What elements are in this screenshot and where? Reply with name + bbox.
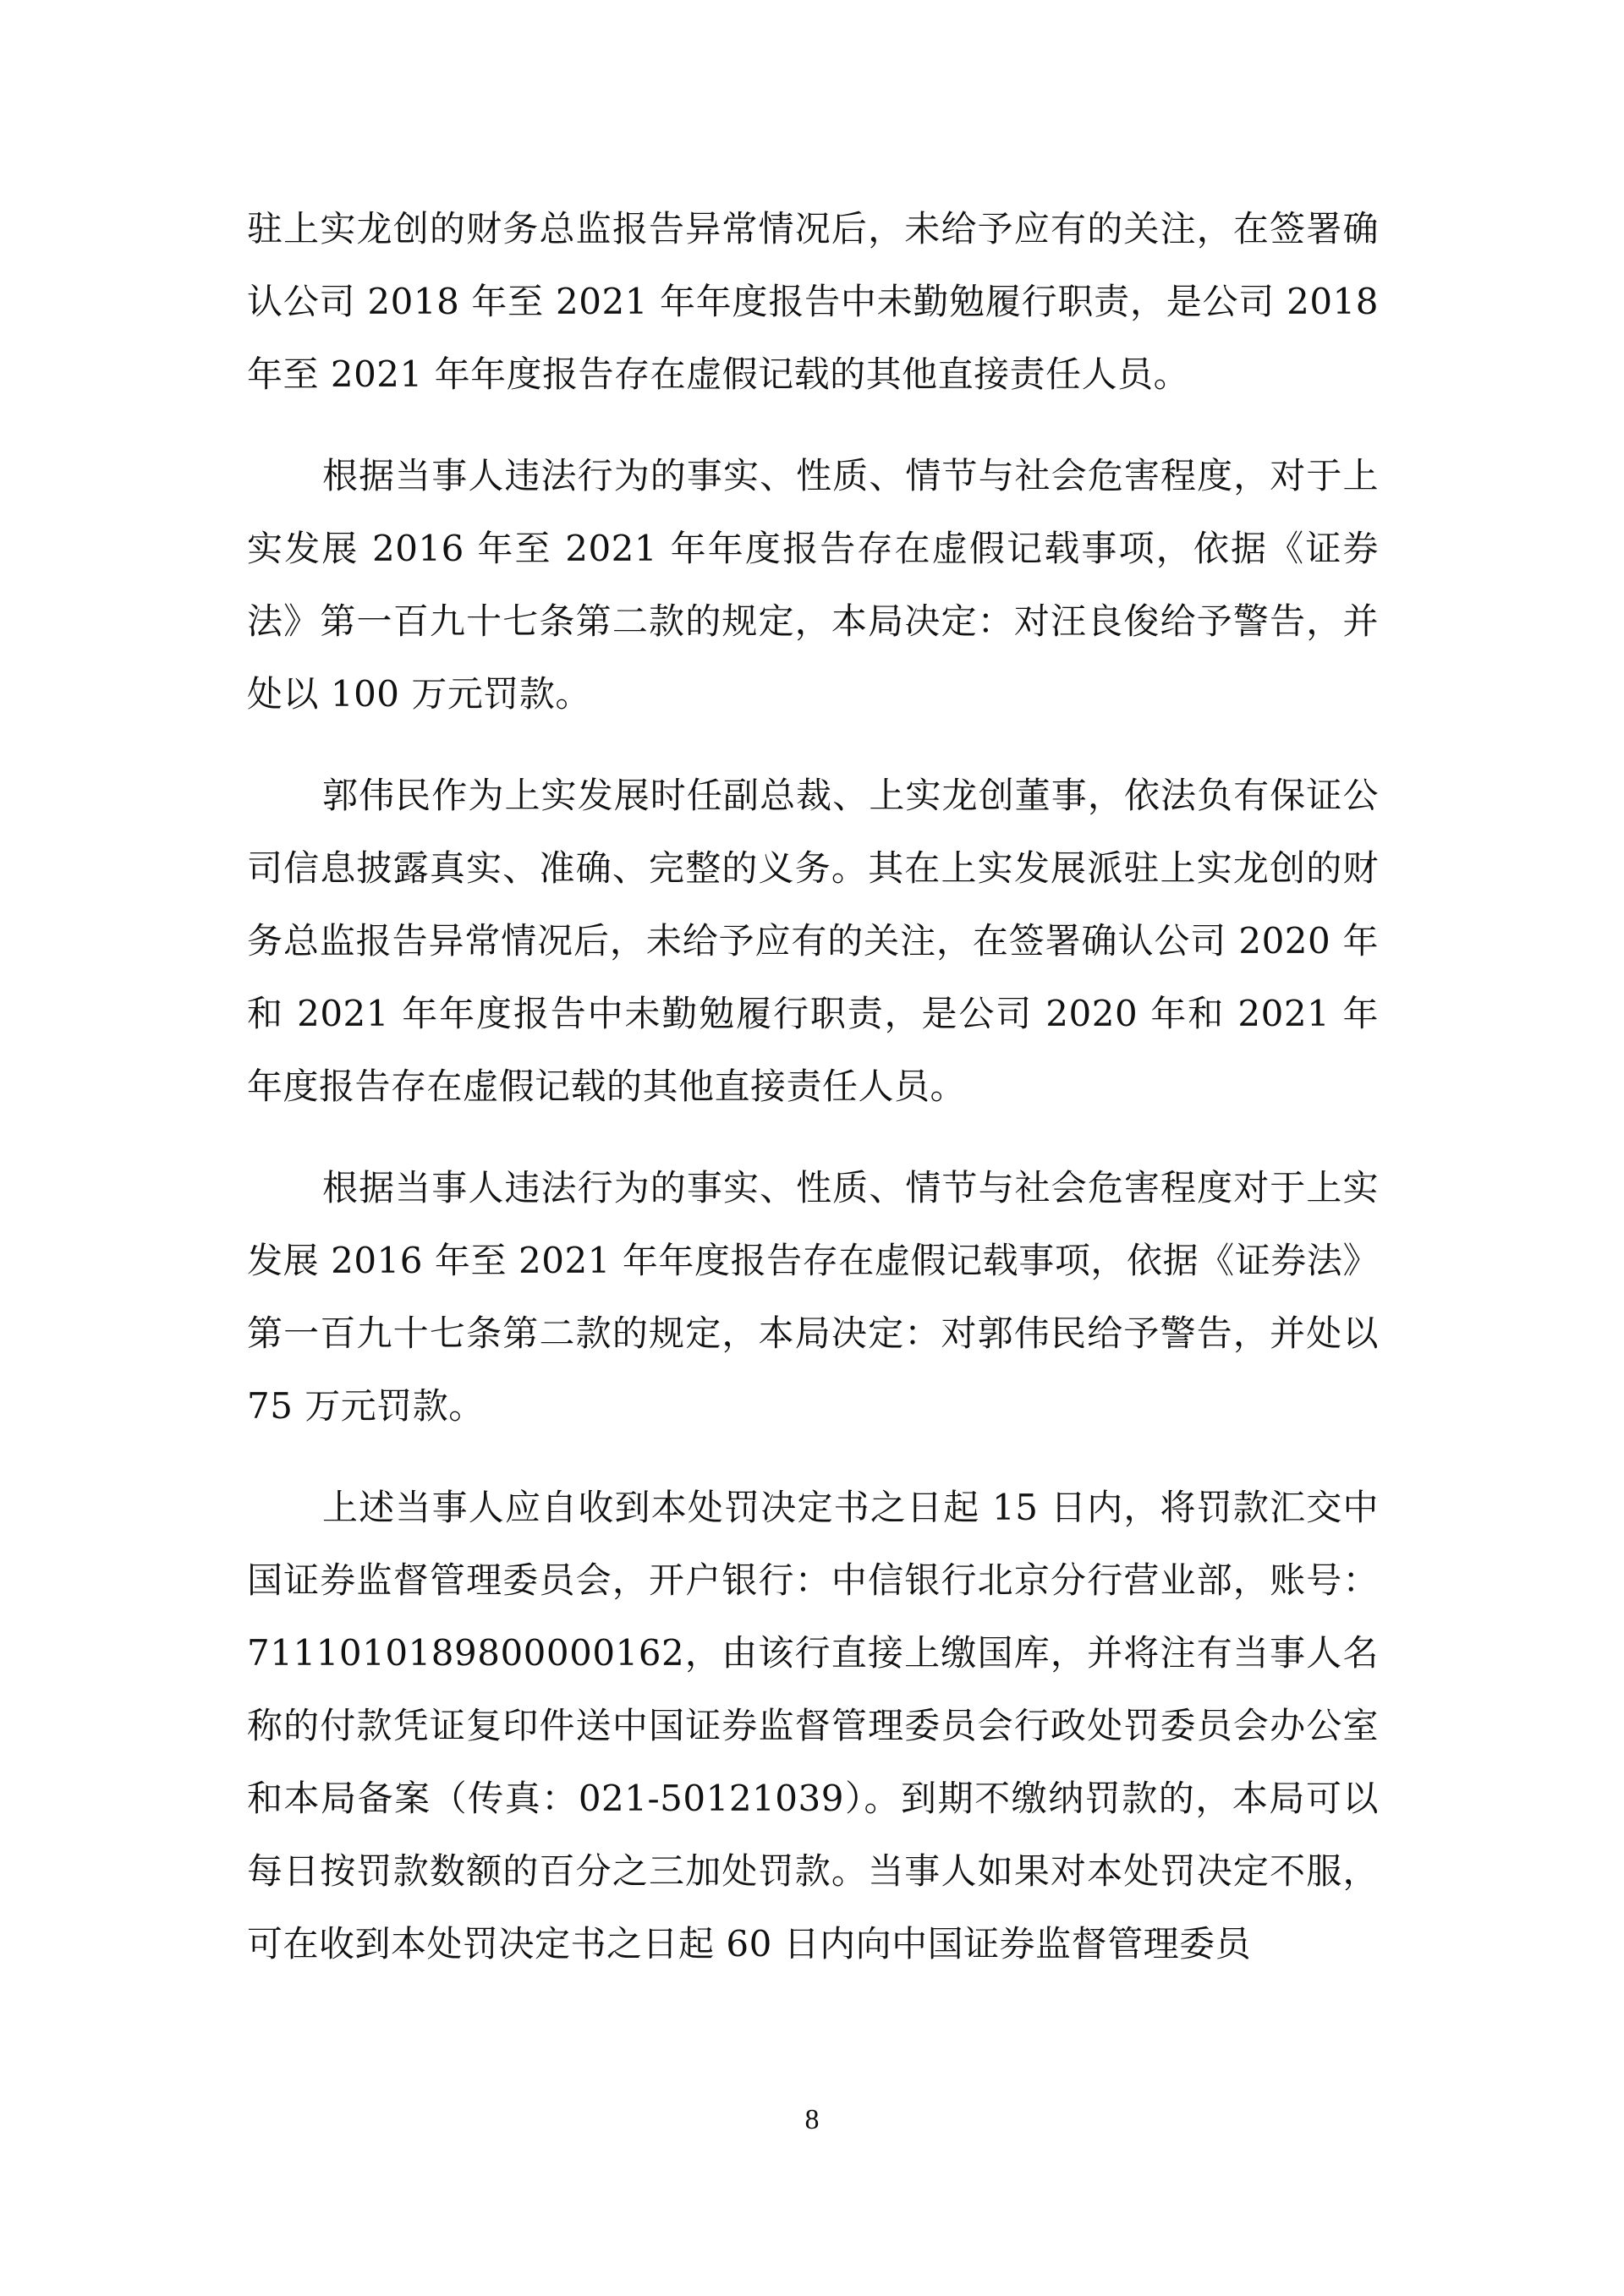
paragraph-responsibility-continued: 驻上实龙创的财务总监报告异常情况后，未给予应有的关注，在签署确认公司 2018 年至 2021 年年度报告中未勤勉履行职责，是公司 2018 年至 2021 年年度报告存在虚假记载的其他直接责任人员。 [247,208,1379,395]
paragraph-guo-weimin-responsibility: 郭伟民作为上实发展时任副总裁、上实龙创董事，依法负有保证公司信息披露真实、准确、完整的义务。其在上实发展派驻上实龙创的财务总监报告异常情况后，未给予应有的关注，在签署确认公司 2020 年和 2021 年年度报告中未勤勉履行职责，是公司 2020 年和 2021 年年度报告存在虚假记载的其他直接责任人员。 [247,775,1379,1107]
document-body [247,193,1379,2009]
paragraph-penalty-guo-weimin: 根据当事人违法行为的事实、性质、情节与社会危害程度对于上实发展 2016 年至 2021 年年度报告存在虚假记载事项，依据《证券法》第一百九十七条第二款的规定，本局决定：对郭伟民给予警告，并处以 75 万元罚款。 [247,1167,1379,1427]
page-number: 8 [804,2104,820,2135]
paragraph-payment-instructions: 上述当事人应自收到本处罚决定书之日起 15 日内，将罚款汇交中国证券监督管理委员会，开户银行：中信银行北京分行营业部，账号：7111010189800000162，由该行直接上缴国库，并将注有当事人名称的付款凭证复印件送中国证券监督管理委员会行政处罚委员会办公室和本局备案（传真：021-50121039）。到期不缴纳罚款的，本局可以每日按罚款数额的百分之三加处罚款。当事人如果对本处罚决定不服，可在收到本处罚决定书之日起 60 日内向中国证券监督管理委员 [247,1487,1379,1964]
paragraph-penalty-wang-liangjun: 根据当事人违法行为的事实、性质、情节与社会危害程度，对于上实发展 2016 年至 2021 年年度报告存在虚假记载事项，依据《证券法》第一百九十七条第二款的规定，本局决定：对汪良俊给予警告，并处以 100 万元罚款。 [247,455,1379,715]
